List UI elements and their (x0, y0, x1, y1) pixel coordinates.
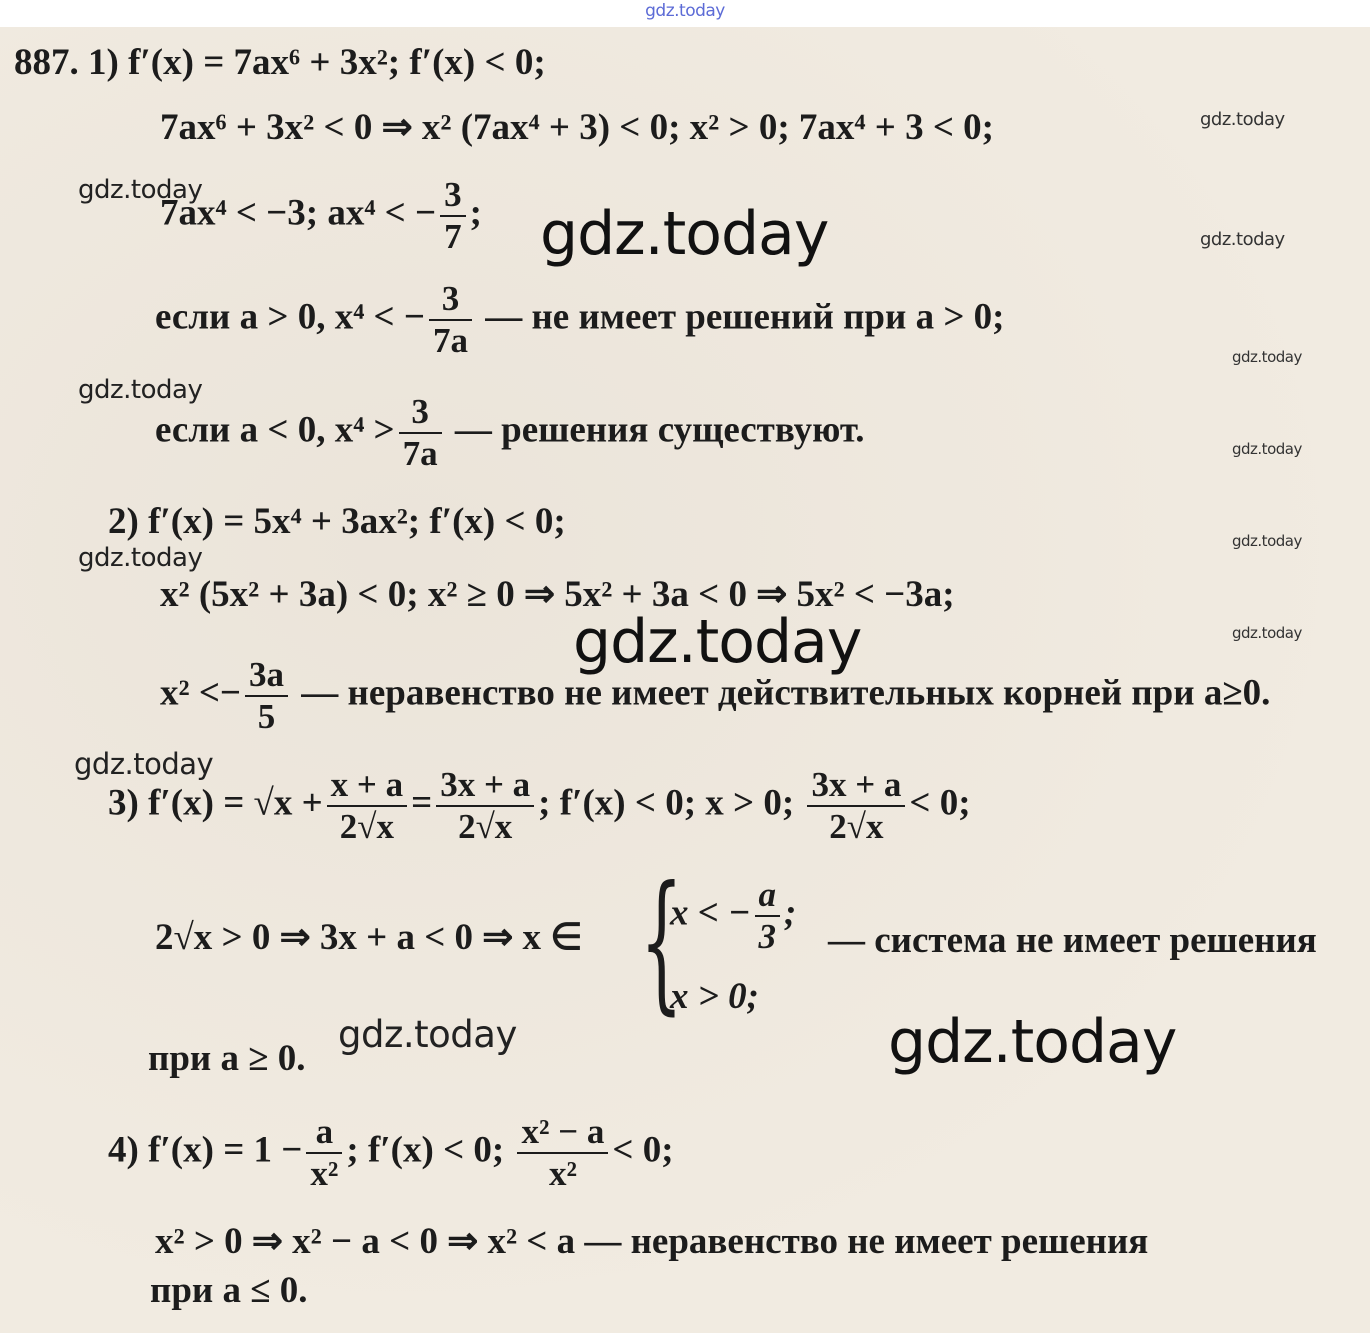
fraction: $\frac{3}{7a}$ (429, 279, 472, 362)
fraction: $\frac{3}{7}$ (440, 175, 466, 258)
watermark: gdz.today (1200, 109, 1285, 130)
math-text: f′(x) = √x + (148, 782, 323, 824)
fraction: $\frac{3x + a}{2√x}$ (436, 765, 534, 848)
top-watermark: gdz.today (645, 1, 725, 21)
math-text: — не имеет решений при a > 0; (485, 296, 1005, 338)
problem-3-line-3: при a ≥ 0. (148, 1038, 306, 1079)
fraction: $\frac{3}{7a}$ (399, 392, 442, 475)
watermark: gdz.today (540, 199, 829, 269)
problem-1-line-2: 7ax⁶ + 3x² < 0 ⇒ x² (7ax⁴ + 3) < 0; x² > 0; 7ax⁴ + 3 < 0; (160, 107, 994, 148)
item-label: 1) (88, 42, 119, 83)
watermark: gdz.today (78, 175, 203, 205)
problem-1-line-5 (155, 392, 865, 475)
fraction: $\frac{x + a}{2√x}$ (327, 765, 407, 848)
math-text: если a < 0, x⁴ > (155, 409, 395, 451)
problem-4-line-3: при a ≤ 0. (150, 1270, 308, 1311)
fraction: $\frac{3x + a}{2√x}$ (807, 765, 905, 848)
problem-3-note: — система не имеет решения (828, 920, 1317, 961)
problem-1-line-4 (155, 279, 1004, 362)
fraction: $\frac{3a}{5}$ (245, 655, 288, 738)
math-text: < 0; (612, 1129, 674, 1171)
fraction: $\frac{\text{x² − a}}{\text{x²}}$ (517, 1112, 608, 1195)
problem-3-line-2: 2√x > 0 ⇒ 3x + a < 0 ⇒ x ∈ (155, 917, 583, 958)
problem-1-line-1 (14, 41, 546, 84)
math-text: ; f′(x) < 0; (346, 1129, 505, 1171)
item-label: 2) (108, 501, 139, 542)
math-text: f′(x) = 5x⁴ + 3ax²; f′(x) < 0; (148, 501, 566, 542)
math-text: f′(x) = 1 − (148, 1129, 303, 1171)
system-row-2: x > 0; (670, 976, 759, 1017)
fraction: $\frac{a}{3}$ (755, 875, 781, 958)
math-text: 7ax⁴ < −3; ax⁴ < − (160, 192, 437, 234)
problem-4-line-2: x² > 0 ⇒ x² − a < 0 ⇒ x² < a — неравенство не имеет решения (155, 1221, 1149, 1262)
math-text: x² <− (160, 672, 242, 714)
watermark: gdz.today (78, 543, 203, 573)
math-text: — решения существуют. (454, 409, 865, 451)
watermark: gdz.today (74, 747, 214, 781)
problem-number: 887. (14, 42, 79, 83)
item-label: 4) (108, 1129, 139, 1171)
watermark: gdz.today (573, 607, 862, 677)
problem-1-line-3: 7ax⁴ < −3; ax⁴ < − $\frac{3}{7}$ ; (160, 175, 482, 257)
math-text: f′(x) = 7ax⁶ + 3x²; f′(x) < 0; (128, 42, 546, 83)
math-text: ; f′(x) < 0; x > 0; (538, 782, 795, 824)
problem-4-line-1 (108, 1112, 674, 1195)
watermark: gdz.today (1200, 229, 1285, 250)
system-row-1: x < − $\frac{a}{3}$ ; (670, 875, 797, 957)
watermark: gdz.today (888, 1007, 1177, 1077)
watermark: gdz.today (338, 1013, 517, 1056)
math-text: < 0; (909, 782, 971, 824)
watermark: gdz.today (78, 375, 203, 405)
math-text: = (411, 782, 433, 824)
watermark: gdz.today (1232, 532, 1302, 550)
math-text: — неравенство не имеет действительных корней при a≥0. (301, 672, 1271, 714)
system-brace: { (640, 855, 683, 1029)
watermark: gdz.today (1232, 440, 1302, 458)
scanned-page (0, 27, 1370, 1333)
watermark: gdz.today (1232, 348, 1302, 366)
fraction: $\frac{a}{\text{x²}}$ (306, 1112, 342, 1195)
watermark: gdz.today (1232, 624, 1302, 642)
math-text: если a > 0, x⁴ < − (155, 296, 425, 338)
problem-2-line-2: x² (5x² + 3a) < 0; x² ≥ 0 ⇒ 5x² + 3a < 0 ⇒ 5x² < −3a; (160, 574, 955, 615)
problem-3-line-1 (108, 765, 971, 848)
problem-2-line-1 (108, 500, 566, 543)
item-label: 3) (108, 782, 139, 824)
